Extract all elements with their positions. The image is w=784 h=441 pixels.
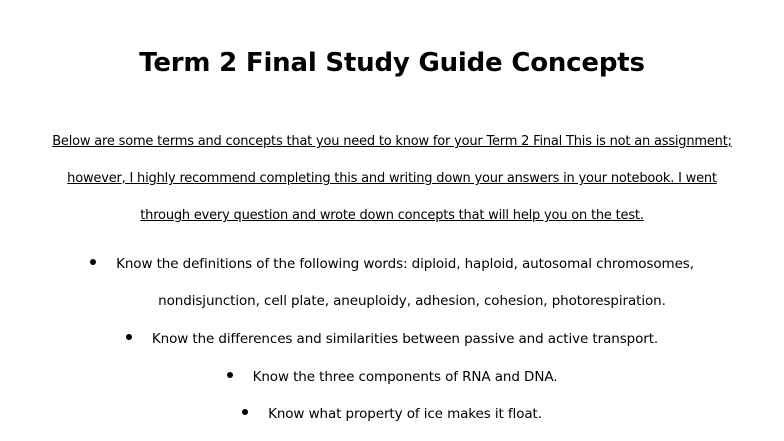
bullet-text: Know the differences and similarities between passive and active transport. (151, 331, 659, 347)
bullet-text-continued: nondisjunction, cell plate, aneuploidy, adhesion, cohesion, photorespiration. (158, 293, 666, 309)
bullet-item (0, 256, 784, 272)
intro-line-2: however, I highly recommend completing this and writing down your answers in your notebook. I went (67, 171, 717, 186)
intro-line-1: Below are some terms and concepts that you need to know for your Term 2 Final This is not an assignment; (52, 134, 732, 149)
bullet-icon (242, 409, 248, 415)
bullet-item (0, 406, 784, 422)
bullet-item (0, 331, 784, 347)
bullet-icon (126, 334, 132, 340)
bullet-item (0, 369, 784, 385)
intro-line-3: through every question and wrote down concepts that will help you on the test. (140, 208, 644, 223)
bullet-continuation (0, 293, 784, 309)
page-title: Term 2 Final Study Guide Concepts (139, 48, 645, 78)
bullet-text: Know the three components of RNA and DNA. (252, 369, 558, 385)
bullet-text: Know what property of ice makes it float. (268, 406, 542, 422)
bullet-text: Know the definitions of the following words: diploid, haploid, autosomal chromosomes, (116, 256, 694, 272)
bullet-icon (227, 372, 233, 378)
bullet-icon (90, 259, 96, 265)
